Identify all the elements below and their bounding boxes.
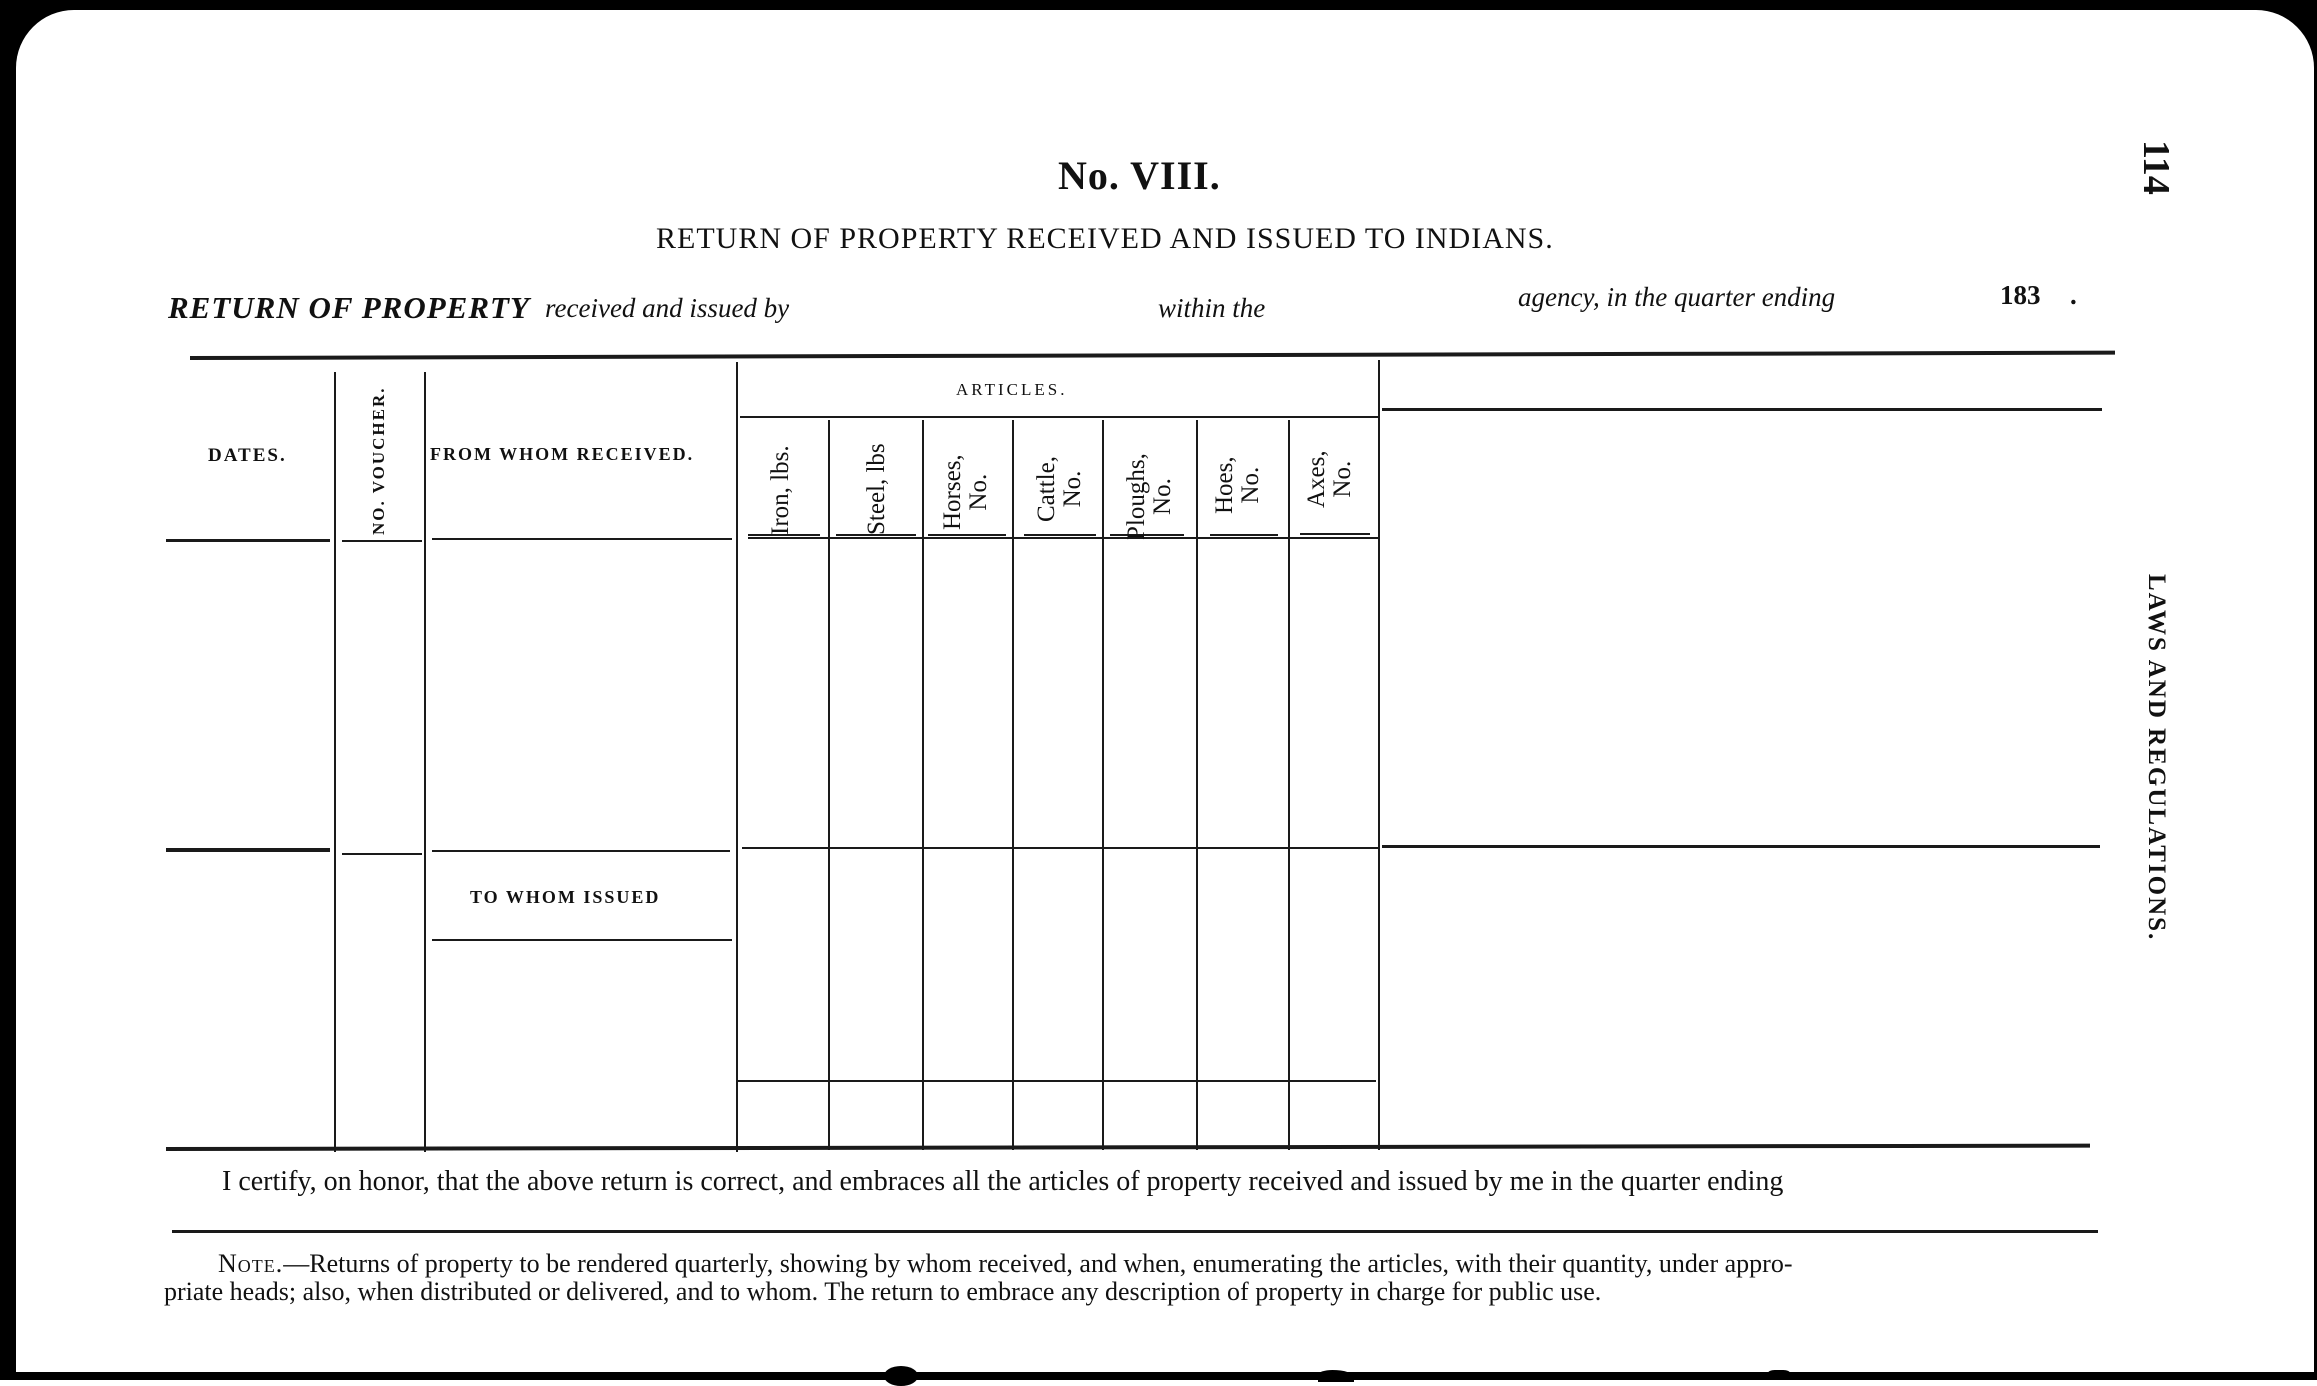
header-bottom-rule-2 [342,540,422,542]
right-section-header-rule [1382,408,2102,411]
vrule-art-6 [1288,420,1290,1150]
col-header-to-whom: TO WHOM ISSUED [470,887,661,907]
article-hoes [1212,456,1264,514]
ink-blot [1318,1370,1354,1382]
vrule-voucher-left [334,372,336,1152]
article-label-line2: No. [1329,460,1356,498]
vrule-from-right [736,362,738,1152]
article-label-line2: No. [1149,478,1176,515]
article-label-line1: Ploughs, [1123,453,1150,540]
header-bottom-rule-1 [166,539,330,542]
header-bottom-rule-4 [748,537,1378,539]
ink-blot [1768,1370,1790,1380]
note-line-2: priate heads; also, when distributed or delivered, and to whom. The return to embrace any description of property in charge for public use. [164,1277,1602,1306]
article-label-line1: Cattle, [1033,456,1060,522]
article-label-line2: No. [965,473,992,511]
note-body-1: —Returns of property to be rendered quarterly, showing by whom received, and when, enumerating the articles, with their quantity, under appro- [283,1249,1793,1278]
note-line-1 [218,1250,1792,1278]
vrule-art-3 [1012,420,1014,1150]
article-cattle [1034,456,1086,522]
note-label: Note. [218,1249,284,1278]
article-label-line2: No. [1059,470,1086,508]
article-label-line2: No. [1237,466,1264,504]
article-label-line1: Axes, [1303,450,1330,508]
article-axes [1304,450,1356,508]
article-label-line1: Steel, lbs [863,443,890,535]
middle-rule-articles [742,847,1378,849]
ink-blot [884,1366,918,1386]
articles-total-rule [736,1080,1376,1082]
heading-year: 183 [2000,280,2041,310]
vrule-art-1 [828,420,830,1150]
middle-rule-voucher [342,853,422,855]
certification-rule [172,1230,2098,1233]
heading-within: within the [1158,293,1266,323]
header-bottom-rule-3 [432,538,732,540]
col-header-dates: DATES. [208,445,287,466]
article-steel [864,443,890,535]
article-label-rule [1024,534,1096,536]
article-horses [940,454,992,530]
article-label-rule [1300,533,1370,535]
articles-header-rule [740,416,1380,418]
form-title: RETURN OF PROPERTY RECEIVED AND ISSUED TO INDIANS. [656,222,1554,255]
heading-end-period: . [2070,280,2077,310]
middle-rule-right [1382,845,2100,848]
article-ploughs [1124,453,1176,540]
article-label-rule [1210,534,1278,536]
vrule-art-5 [1196,420,1198,1150]
running-head: LAWS AND REGULATIONS. [2143,574,2170,942]
vrule-voucher-right [424,372,426,1152]
article-label-line1: Horses, [939,454,966,530]
form-number: No. VIII. [1058,153,1221,198]
col-header-voucher: NO. VOUCHER. [369,386,388,535]
vrule-art-2 [922,420,924,1150]
vrule-art-4 [1102,420,1104,1150]
article-label-rule [928,534,1006,536]
certification-text: I certify, on honor, that the above return is correct, and embraces all the articles of property received and issued by me in the quarter ending [222,1166,1784,1197]
vrule-articles-right [1378,360,1380,1150]
article-iron [768,445,794,535]
to-whom-rule [432,939,732,941]
article-label-line1: Hoes, [1211,456,1238,514]
heading-agency: agency, in the quarter ending [1518,282,1836,312]
page-number: 114 [2135,140,2177,195]
articles-header: ARTICLES. [956,380,1068,399]
middle-rule-from [432,850,730,852]
middle-rule-left [166,848,330,852]
article-label-line1: Iron, lbs. [767,445,794,535]
col-header-from-whom: FROM WHOM RECEIVED. [430,444,695,464]
heading-received-by: received and issued by [545,293,790,323]
heading-lead: RETURN OF PROPERTY [168,290,530,325]
